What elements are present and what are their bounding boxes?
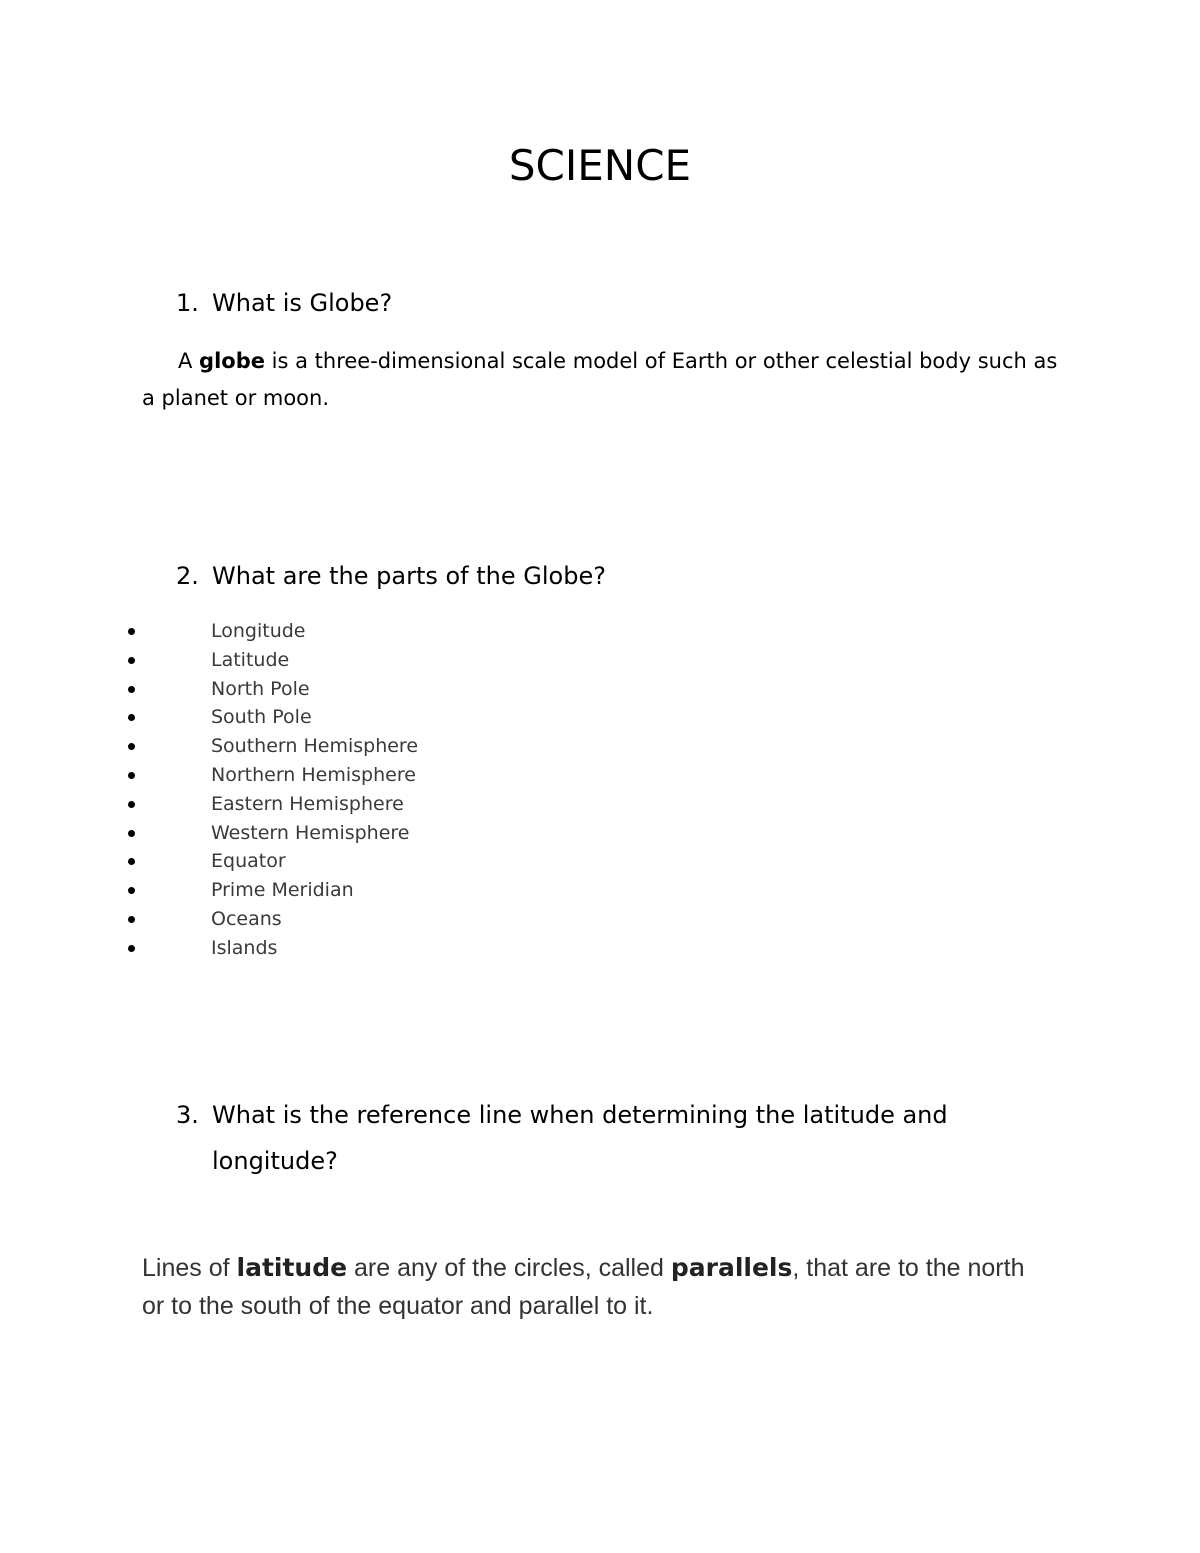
- question-1: [176, 280, 1012, 326]
- list-item-label: Prime Meridian: [211, 879, 354, 902]
- bullet-icon: [128, 628, 135, 635]
- list-item: [0, 703, 418, 732]
- list-item-label: Longitude: [211, 620, 306, 642]
- bullet-icon: [128, 714, 135, 721]
- question-number: 2.: [176, 562, 199, 590]
- question-number: 3.: [176, 1101, 199, 1129]
- list-item: [0, 876, 418, 905]
- bullet-icon: [128, 743, 135, 750]
- bullet-icon: [128, 916, 135, 923]
- bullet-icon: [128, 772, 135, 779]
- list-item-label: Latitude: [211, 648, 290, 671]
- answer-3-text-1: Lines of: [142, 1254, 237, 1282]
- list-item-label: Western Hemisphere: [211, 821, 410, 844]
- list-item: [0, 847, 418, 876]
- question-2: [176, 553, 1012, 599]
- list-item: [0, 819, 418, 848]
- list-item: [0, 675, 418, 704]
- list-item: [0, 732, 418, 761]
- list-item-label: Northern Hemisphere: [211, 763, 416, 786]
- list-item-label: Islands: [211, 936, 278, 959]
- list-item: [0, 617, 418, 646]
- question-text: What are the parts of the Globe?: [212, 562, 606, 590]
- bullet-icon: [128, 686, 135, 693]
- answer-3-term-latitude: latitude: [236, 1253, 348, 1282]
- list-item: [0, 905, 418, 934]
- answer-1-intro: A: [178, 349, 200, 373]
- answer-1: [142, 343, 1072, 417]
- answer-3-term-parallels: parallels: [670, 1253, 793, 1282]
- question-3: [176, 1092, 1012, 1184]
- question-number: 1.: [176, 289, 199, 317]
- bullet-icon: [128, 858, 135, 865]
- globe-parts-list: [0, 617, 418, 963]
- bullet-icon: [128, 830, 135, 837]
- list-item: [0, 934, 418, 963]
- list-item-label: Equator: [211, 850, 286, 873]
- answer-3-text-3: , that are to the north or to the south of the equator and parallel to it.: [142, 1254, 1025, 1320]
- answer-1-rest: is a three-dimensional scale model of Earth or other celestial body such as a planet or moon.: [142, 349, 1058, 410]
- list-item-label: Southern Hemisphere: [211, 735, 419, 758]
- question-text: What is Globe?: [212, 289, 393, 317]
- answer-3: [142, 1249, 1042, 1325]
- list-item: [0, 646, 418, 675]
- bullet-icon: [128, 887, 135, 894]
- answer-3-text-2: are any of the circles, called: [347, 1254, 671, 1282]
- list-item-label: Eastern Hemisphere: [211, 792, 404, 815]
- list-item-label: Oceans: [211, 907, 282, 930]
- question-text: What is the reference line when determining the latitude and longitude?: [212, 1101, 948, 1175]
- bullet-icon: [128, 945, 135, 952]
- bullet-icon: [128, 801, 135, 808]
- list-item-label: South Pole: [211, 706, 312, 729]
- answer-1-term: globe: [199, 349, 265, 373]
- list-item-label: North Pole: [211, 677, 310, 700]
- list-item: [0, 790, 418, 819]
- page-title: SCIENCE: [508, 141, 692, 190]
- bullet-icon: [128, 657, 135, 664]
- list-item: [0, 761, 418, 790]
